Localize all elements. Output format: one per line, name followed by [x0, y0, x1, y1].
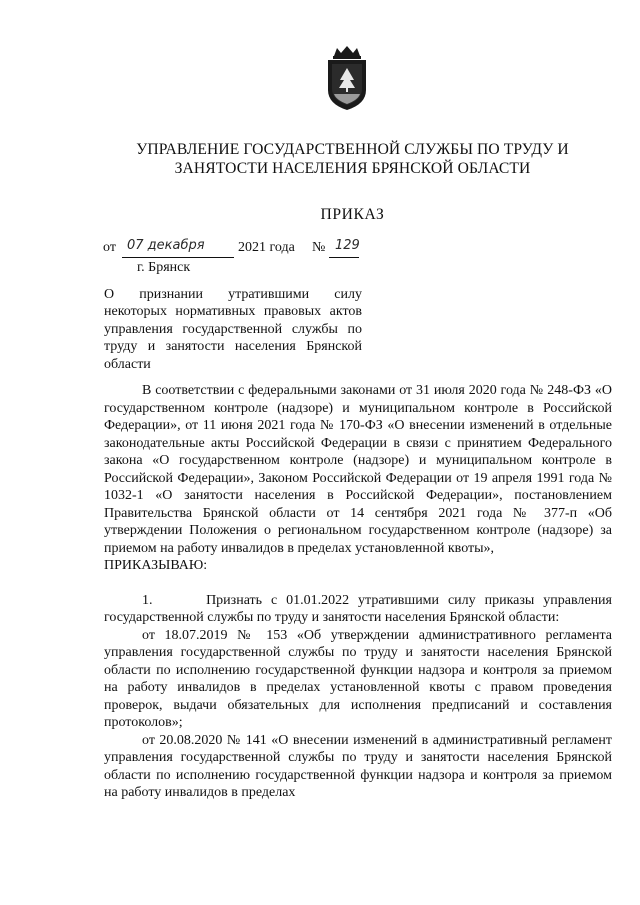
handwritten-date: 07 декабря [127, 238, 205, 253]
date-underline [122, 257, 234, 258]
issuing-authority [80, 140, 625, 178]
item-1-act-b: от 20.08.2020 № 141 «О внесении изменений в административный регламент управления государственной службы по труду и занятости населения Брянской области по исполнению государственной функции надзора и контроля за приемом на работу инвалидов в пределах [104, 732, 612, 800]
document-type: ПРИКАЗ [320, 206, 385, 223]
number-underline [329, 257, 359, 258]
order-body [104, 382, 612, 802]
number-sign: № [312, 240, 326, 255]
authority-line-1: УПРАВЛЕНИЕ ГОСУДАРСТВЕННОЙ СЛУЖБЫ ПО ТРУДУ И [136, 141, 569, 158]
order-subject: О признании утратившими силу некоторых нормативных правовых актов управления государственной службы по труду и занятости населения Брянской области [104, 287, 362, 372]
item-1: 1. Признать с 01.01.2022 утратившими силу приказы управления государственной службы по труду и занятости населения Брянской области: [104, 592, 612, 625]
item-1-act-a: от 18.07.2019 № 153 «Об утверждении административного регламента управления государственной службы по труду и занятости населения Брянской области по исполнению государственной функции надзора и контроля за приемом на работу инвалидов в пределах установленной квоты с правом проведения проверок, выдачи обязательных для исполнения предписаний и составления протоколов»; [104, 627, 612, 730]
order-word: ПРИКАЗЫВАЮ: [104, 558, 208, 573]
date-line [103, 240, 503, 260]
date-prefix: от [103, 240, 116, 255]
place-of-issue: г. Брянск [137, 260, 191, 275]
handwritten-number: 129 [335, 238, 360, 253]
coat-of-arms-icon [322, 44, 372, 112]
date-year: 2021 года [238, 240, 295, 255]
authority-line-2: ЗАНЯТОСТИ НАСЕЛЕНИЯ БРЯНСКОЙ ОБЛАСТИ [174, 160, 531, 177]
preamble-paragraph: В соответствии с федеральными законами от 31 июля 2020 года № 248-ФЗ «О государственном контроле (надзоре) и муниципальном контроле в Российской Федерации», от 11 июня 2021 года № 170-ФЗ «О внесении изменений в отдельные законодательные акты Российской Федерации в связи с принятием Федерального закона «О государственном контроле (надзоре) и муниципальном контроле в Российской Федерации», Законом Российской Федерации от 19 апреля 1991 года № 1032-1 «О занятости населения в Российской Федерации», постановлением Правительства Брянской области от 14 сентября 2021 года № 377-п «Об утверждении Положения о региональном государственном контроле (надзоре) за приемом на работу инвалидов в пределах установленной квоты», [104, 383, 612, 556]
